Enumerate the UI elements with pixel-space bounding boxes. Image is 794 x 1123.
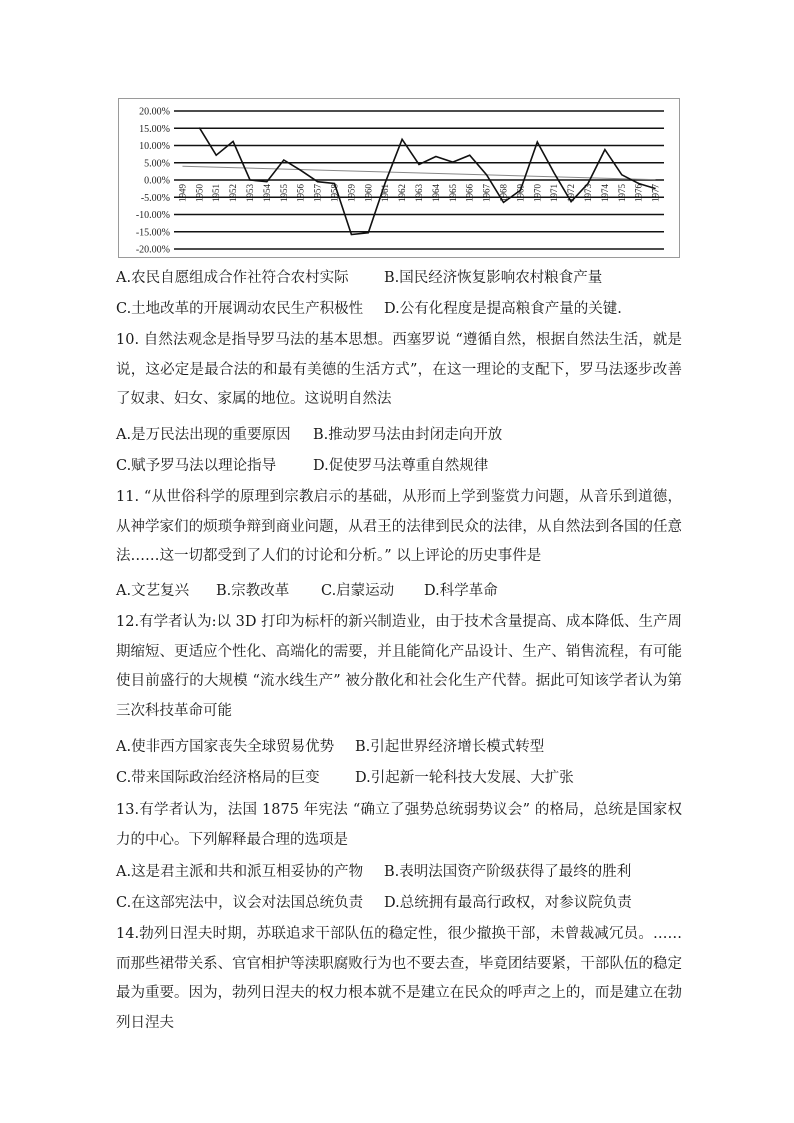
x-tick-label: 1961 [380, 184, 391, 202]
x-tick-label: 1958 [329, 184, 340, 202]
q13-option-d: D.总统拥有最高行政权，对参议院负责 [384, 895, 632, 911]
q10-option-a: A.是万民法出现的重要原因 [116, 427, 291, 443]
x-tick-label: 1953 [245, 184, 256, 202]
x-tick-label: 1976 [633, 184, 644, 202]
q13-stem: 13.有学者认为，法国 1875 年宪法 “确立了强势总统弱势议会” 的格局，总统是国家权力的中心。下列解释最合理的选项是 [116, 802, 682, 848]
x-tick-label: 1959 [346, 184, 357, 202]
grain-output-chart [118, 98, 680, 258]
y-tick-label: -15.00% [135, 227, 170, 239]
y-tick-label: -20.00% [135, 244, 170, 256]
x-tick-label: 1972 [566, 184, 577, 202]
q12-stem: 12.有学者认为:以 3D 打印为标杆的新兴制造业，由于技术含量提高、成本降低、生产周期缩短、更适应个性化、高端化的需要，并且能简化产品设计、生产、销售流程，有可能使目前盛行的大规模 “流水线生产” 被分散化和社会化生产代替。据此可知该学者认为第三次科技革命可能 [116, 614, 682, 719]
q9-option-c: C.土地改革的开展调动农民生产积极性 [116, 301, 364, 317]
x-tick-label: 1975 [616, 184, 627, 202]
q9-option-d: D.公有化程度是提高粮食产量的关键. [384, 301, 622, 317]
line-chart-svg [119, 99, 681, 259]
x-tick-label: 1963 [414, 184, 424, 202]
q11-option-a: A.文艺复兴 [116, 583, 190, 599]
x-tick-label: 1974 [599, 184, 610, 202]
x-tick-label: 1962 [397, 184, 408, 202]
q9-option-b: B.国民经济恢复影响农村粮食产量 [384, 270, 603, 286]
y-tick-label: 10.00% [139, 141, 170, 152]
x-tick-label: 1954 [261, 184, 272, 202]
x-tick-label: 1952 [228, 184, 239, 202]
q12-option-d: D.引起新一轮科技大发展、大扩张 [355, 770, 574, 786]
y-tick-label: -5.00% [140, 192, 170, 204]
q11-option-c: C.启蒙运动 [321, 583, 395, 599]
x-tick-label: 1977 [650, 184, 661, 202]
x-tick-label: 1956 [295, 184, 306, 202]
trend-line [182, 166, 655, 179]
q10-option-c: C.赋予罗马法以理论指导 [116, 458, 277, 474]
y-tick-label: 15.00% [139, 123, 170, 135]
q12-option-c: C.带来国际政治经济格局的巨变 [116, 770, 320, 786]
x-tick-label: 1965 [447, 184, 458, 202]
x-tick-label: 1950 [194, 184, 205, 202]
y-tick-label: 20.00% [139, 106, 170, 118]
q10-option-b: B.推动罗马法由封闭走向开放 [313, 427, 503, 443]
x-tick-label: 1957 [312, 184, 323, 202]
x-tick-label: 1955 [278, 184, 289, 202]
q13-option-b: B.表明法国资产阶级获得了最终的胜利 [384, 864, 632, 880]
x-tick-label: 1968 [498, 184, 509, 202]
q14-stem: 14.勃列日涅夫时期，苏联追求干部队伍的稳定性，很少撤换干部，未曾裁减冗员。……而那些裙带关系、官官相护等渎职腐败行为也不要去查，毕竟团结要紧，干部队伍的稳定最为重要。因为，勃列日涅夫的权力根本就不是建立在民众的呼声之上的，而是建立在勃列日涅夫 [116, 926, 682, 1031]
x-tick-label: 1964 [430, 184, 441, 202]
x-tick-label: 1951 [211, 184, 222, 202]
x-tick-label: 1969 [515, 184, 526, 202]
q11-option-b: B.宗教改革 [216, 583, 290, 599]
q10-stem: 10. 自然法观念是指导罗马法的基本思想。西塞罗说 “遵循自然，根据自然法生活，就是说，这必定是最合法的和最有美德的生活方式”，在这一理论的支配下，罗马法逐步改善了奴隶、妇女、家属的地位。这说明自然法 [116, 332, 682, 407]
y-tick-label: -10.00% [135, 210, 170, 221]
q12-option-b: B.引起世界经济增长模式转型 [355, 739, 545, 755]
q13-option-a: A.这是君主派和共和派互相妥协的产物 [116, 864, 364, 880]
x-tick-label: 1967 [481, 184, 492, 202]
q13-option-c: C.在这部宪法中，议会对法国总统负责 [116, 895, 364, 911]
q9-option-a: A.农民自愿组成合作社符合农村实际 [116, 270, 349, 286]
x-tick-label: 1971 [549, 184, 560, 202]
x-tick-label: 1973 [582, 184, 593, 202]
series-line [199, 128, 655, 235]
x-tick-label: 1970 [532, 184, 543, 202]
q11-option-d: D.科学革命 [424, 583, 498, 599]
x-tick-label: 1949 [177, 184, 188, 202]
q12-option-a: A.使非西方国家丧失全球贸易优势 [116, 739, 335, 755]
q11-stem: 11. “从世俗科学的原理到宗教启示的基础，从形而上学到鉴赏力问题，从音乐到道德，从神学家们的烦琐争辩到商业问题，从君王的法律到民众的法律，从自然法到各国的任意法……这一切都受到了人们的讨论和分析。” 以上评论的历史事件是 [116, 489, 682, 564]
y-tick-label: 5.00% [144, 158, 170, 170]
q10-option-d: D.促使罗马法尊重自然规律 [313, 458, 489, 474]
y-tick-label: 0.00% [144, 175, 170, 187]
x-tick-label: 1960 [363, 184, 374, 203]
x-tick-label: 1966 [464, 184, 475, 202]
